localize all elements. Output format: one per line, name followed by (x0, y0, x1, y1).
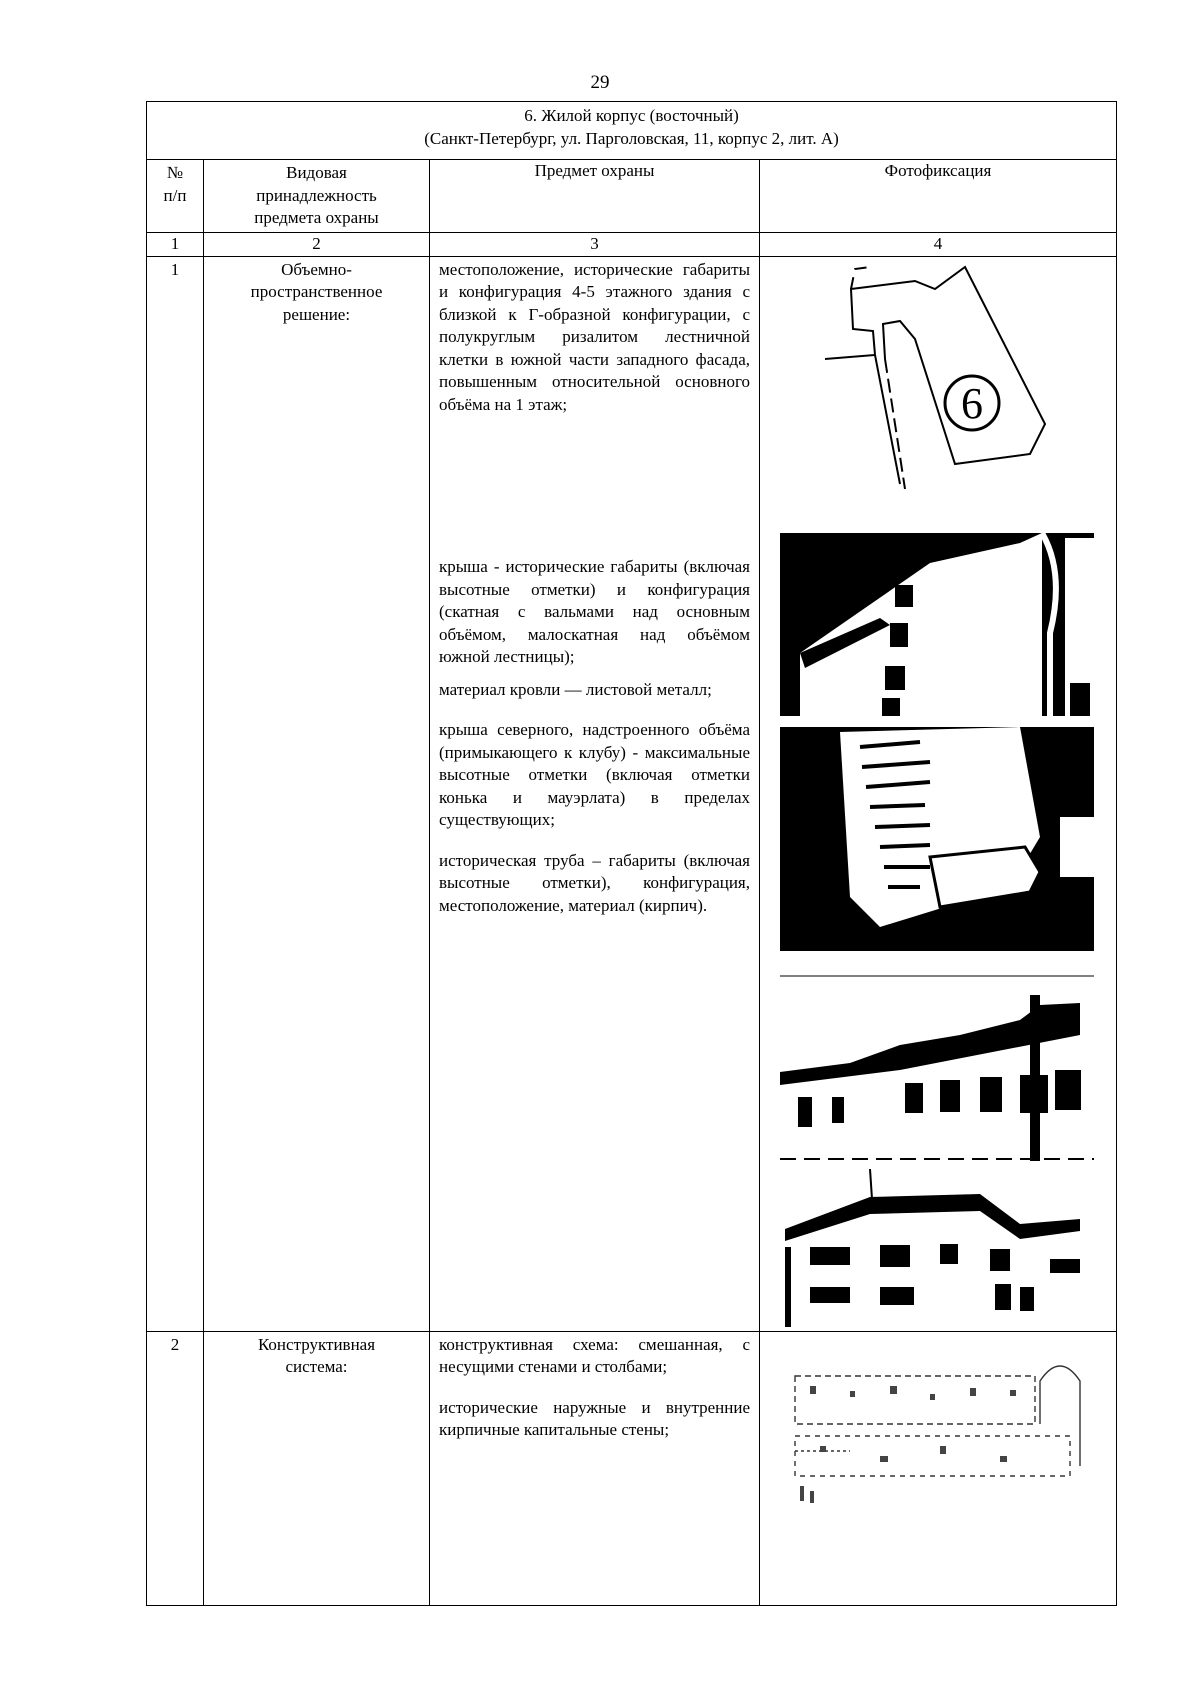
section-title (147, 102, 1117, 160)
subject-paragraph: историческая труба – габариты (включая высотные отметки), конфигурация, местоположение, материал (кирпич). (439, 850, 750, 915)
header-num: № п/п (147, 160, 204, 233)
row-subject (430, 256, 760, 1331)
col-number: 3 (430, 233, 760, 257)
protection-table (146, 101, 1117, 1606)
row-number: 2 (147, 1331, 204, 1605)
subject-paragraph: материал кровли — листовой металл; (439, 679, 712, 699)
header-subject: Предмет охраны (430, 160, 760, 233)
row-number: 1 (147, 256, 204, 1331)
section-title-row (147, 102, 1117, 160)
row-subject (430, 1331, 760, 1605)
col-number: 2 (204, 233, 430, 257)
header-type: Видовая принадлежность предмета охраны (204, 160, 430, 233)
subject-paragraph: крыша северного, надстроенного объёма (примыкающего к клубу) - максимальные высотные отметки (включая отметки конька и мауэрлата) в пределах существующих; (439, 720, 750, 829)
floor-plan-image (790, 1346, 1100, 1506)
corner-photo (780, 1169, 1094, 1327)
column-numbers-row (147, 233, 1117, 257)
subject-paragraph: местоположение, исторические габариты и конфигурация 4-5 этажного здания с близкой к Г-образной конфигурации, с полукруглым ризалитом лестничной клетки в южной части западного фасада, повышенным относительной основного объёма на 1 этаж; (439, 259, 750, 414)
page-number: 29 (590, 72, 610, 93)
building-photo (780, 533, 1094, 716)
col-number: 1 (147, 233, 204, 257)
subject-paragraph: крыша - исторические габариты (включая высотные отметки) и конфигурация (скатная с вальмами над основным объёмом, малоскатная над объёмом южной лестницы); (439, 557, 750, 666)
header-row (147, 160, 1117, 233)
row-photos (760, 256, 1117, 1331)
roof-photo (780, 727, 1094, 951)
subject-paragraph: конструктивная схема: смешанная, с несущими стенами и столбами; (439, 1334, 750, 1376)
header-photo: Фотофиксация (760, 160, 1117, 233)
table-row (147, 256, 1117, 1331)
plan-label: 6 (961, 378, 983, 428)
subject-paragraph: исторические наружные и внутренние кирпичные капитальные стены; (439, 1397, 750, 1439)
row-type: Объемно-пространственное решение: (204, 256, 430, 1331)
col-number: 4 (760, 233, 1117, 257)
row-photos (760, 1331, 1117, 1605)
site-plan-image (815, 259, 1065, 505)
facade-photo (780, 975, 1094, 1161)
section-title-line1: 6. Жилой корпус (восточный) (524, 106, 739, 125)
table-row (147, 1331, 1117, 1605)
section-title-line2: (Санкт-Петербург, ул. Парголовская, 11, корпус 2, лит. А) (424, 128, 839, 148)
row-type: Конструктивная система: (204, 1331, 430, 1605)
